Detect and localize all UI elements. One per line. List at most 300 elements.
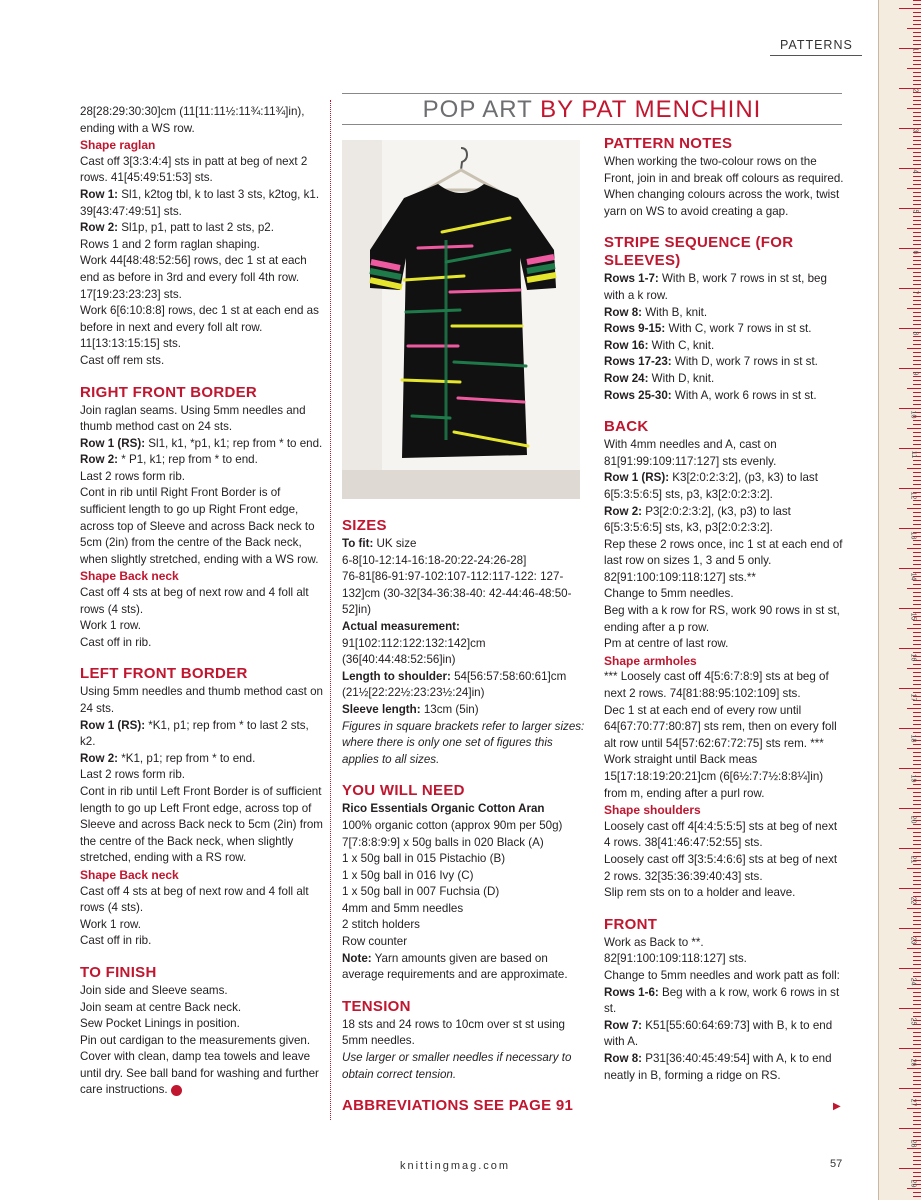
ruler-tick bbox=[913, 192, 921, 193]
text: Cont in rib until Left Front Border is of sufficient length to go up Left Front edge, across top of Sleeve and across Back neck to 5cm (2in) from the centre of the Back neck, when slightly stretched, ending with a RS row. bbox=[80, 784, 323, 865]
ruler-number: 5 bbox=[911, 209, 919, 214]
ruler-tick bbox=[913, 732, 921, 733]
ruler-tick bbox=[913, 60, 921, 61]
ruler-tick bbox=[913, 280, 921, 281]
ruler-tick bbox=[899, 608, 921, 609]
section-heading: TO FINISH bbox=[80, 963, 157, 981]
section-heading: YOU WILL NEED bbox=[342, 782, 465, 800]
ruler-tick bbox=[913, 520, 921, 521]
ruler-number: 8 bbox=[911, 331, 919, 335]
ruler-number: 25 bbox=[909, 1017, 917, 1026]
ruler-tick bbox=[913, 1156, 921, 1157]
text: Join seam at centre Back neck. bbox=[80, 1000, 242, 1014]
ruler-tick bbox=[913, 972, 921, 973]
ruler-tick bbox=[899, 408, 921, 409]
ruler-number: 24 bbox=[909, 977, 917, 985]
text: Last 2 rows form rib. bbox=[80, 768, 186, 782]
section-heading: BACK bbox=[604, 418, 649, 436]
subheading: Shape Back neck bbox=[80, 569, 179, 584]
instruction-row: Row 2: * P1, k1; rep from * to end. bbox=[80, 453, 258, 467]
ruler-tick bbox=[913, 224, 921, 225]
ruler-tick bbox=[913, 1056, 921, 1057]
ruler-tick bbox=[907, 588, 921, 589]
ruler-tick bbox=[913, 376, 921, 377]
ruler-tick bbox=[913, 756, 921, 757]
text: 1 x 50g ball in 015 Pistachio (B) bbox=[342, 852, 506, 866]
ruler-tick bbox=[913, 240, 921, 241]
ruler-tick bbox=[913, 556, 921, 557]
ruler-tick bbox=[913, 792, 921, 793]
instruction-row: Rows 1-6: Beg with a k row, work 6 rows in st st. bbox=[604, 985, 840, 1016]
text: Work straight until Back meas 15[17:18:19:20:21]cm (6[6½:7:7½:8:8¼]in) from m, ending after a purl row. bbox=[604, 753, 824, 800]
ruler-tick bbox=[907, 1108, 921, 1109]
ruler-tick bbox=[907, 348, 921, 349]
page-title bbox=[342, 96, 842, 124]
section-label: PATTERNS bbox=[780, 38, 853, 52]
ruler-tick bbox=[913, 960, 921, 961]
ruler-tick bbox=[913, 472, 921, 473]
section-heading: TENSION bbox=[342, 997, 411, 1015]
text: Change to 5mm needles and work patt as foll: bbox=[604, 968, 840, 982]
ruler-tick bbox=[913, 340, 921, 341]
ruler-tick bbox=[907, 1148, 921, 1149]
ruler-number: 23 bbox=[909, 936, 917, 945]
ruler-tick bbox=[899, 488, 921, 489]
ruler-tick bbox=[913, 300, 921, 301]
ruler-tick bbox=[907, 228, 921, 229]
ruler-tick bbox=[913, 320, 921, 321]
ruler-tick bbox=[913, 264, 921, 265]
section-heading: PATTERN NOTES bbox=[604, 135, 733, 152]
ruler-tick bbox=[913, 1044, 921, 1045]
ruler-tick bbox=[913, 76, 921, 77]
sweater-illustration bbox=[342, 140, 580, 499]
ruler-tick bbox=[899, 848, 921, 849]
ruler-tick bbox=[913, 720, 921, 721]
instruction-row: Rows 17-23: With D, work 7 rows in st st. bbox=[604, 355, 818, 369]
ruler-tick bbox=[913, 892, 921, 893]
text: Use larger or smaller needles if necessary to obtain correct tension. bbox=[342, 1051, 572, 1081]
column-middle bbox=[342, 517, 592, 1116]
ruler-tick bbox=[913, 1072, 921, 1073]
subheading: Shape armholes bbox=[604, 653, 697, 668]
ruler-tick bbox=[913, 16, 921, 17]
ruler-tick bbox=[899, 328, 921, 329]
sweater-photo bbox=[342, 140, 580, 499]
instruction-row: Row 24: With D, knit. bbox=[604, 371, 715, 385]
ruler-tick bbox=[913, 1192, 921, 1193]
instruction-row: Row 1: Sl1, k2tog tbl, k to last 3 sts, k2tog, k1. 39[43:47:49:51] sts. bbox=[80, 187, 320, 218]
ruler-tick bbox=[913, 276, 921, 277]
instruction-row: Row 8: With B, knit. bbox=[604, 305, 708, 319]
text: When working the two-colour rows on the Front, join in and break off colours as required. bbox=[604, 155, 844, 185]
ruler-number: 1 bbox=[911, 47, 919, 52]
ruler-tick bbox=[913, 344, 921, 345]
ruler-tick bbox=[913, 1000, 921, 1001]
ruler-tick bbox=[913, 852, 921, 853]
ruler-tick bbox=[913, 180, 921, 181]
ruler-tick bbox=[913, 1084, 921, 1085]
ruler-tick bbox=[913, 884, 921, 885]
ruler-tick bbox=[913, 1080, 921, 1081]
ruler-tick bbox=[913, 44, 921, 45]
text: 1 x 50g ball in 007 Fuchsia (D) bbox=[342, 885, 500, 899]
text: Join raglan seams. Using 5mm needles and thumb method cast on 24 sts. bbox=[80, 403, 306, 434]
ruler-tick bbox=[913, 952, 921, 953]
text: Cast off in rib. bbox=[80, 934, 152, 948]
ruler-tick bbox=[907, 388, 921, 389]
text: *** Loosely cast off 4[5:6:7:8:9] sts at beg of next 2 rows. 74[81:88:95:102:109] sts. bbox=[604, 670, 829, 701]
ruler-tick bbox=[913, 156, 921, 157]
ruler-tick bbox=[913, 200, 921, 201]
ruler-tick bbox=[913, 4, 921, 5]
ruler-number: 17 bbox=[909, 693, 917, 702]
ruler-tick bbox=[913, 872, 921, 873]
ruler-tick bbox=[913, 716, 921, 717]
ruler-number: 2 bbox=[911, 88, 919, 92]
text: Using 5mm needles and thumb method cast on 24 sts. bbox=[80, 685, 323, 715]
ruler-tick bbox=[913, 20, 921, 21]
ruler-tick bbox=[913, 40, 921, 41]
ruler-tick bbox=[913, 152, 921, 153]
ruler-tick bbox=[913, 744, 921, 745]
ruler-tick bbox=[899, 448, 921, 449]
ruler-number: 3 bbox=[911, 128, 919, 133]
ruler-number: 10 bbox=[909, 410, 917, 418]
ruler-tick bbox=[899, 648, 921, 649]
end-mark-icon bbox=[171, 1085, 182, 1096]
ruler-tick bbox=[907, 68, 921, 69]
ruler-tick bbox=[913, 296, 921, 297]
text: ending with a WS row. bbox=[80, 121, 195, 135]
ruler-tick bbox=[913, 384, 921, 385]
ruler-number: 4 bbox=[911, 169, 919, 173]
ruler-tick bbox=[913, 420, 921, 421]
ruler-tick bbox=[913, 1120, 921, 1121]
instruction-row: Row 8: P31[36:40:45:49:54] with A, k to end neatly in B, forming a ridge on RS. bbox=[604, 1051, 832, 1082]
ruler-tick bbox=[913, 924, 921, 925]
measuring-ruler bbox=[878, 0, 921, 1200]
ruler-number: 12 bbox=[909, 491, 917, 499]
ruler-tick bbox=[913, 32, 921, 33]
ruler-tick bbox=[913, 724, 921, 725]
ruler-tick bbox=[913, 564, 921, 565]
instruction-row: Row 1 (RS): Sl1, k1, *p1, k1; rep from * to end. bbox=[80, 436, 323, 450]
ruler-tick bbox=[913, 364, 921, 365]
ruler-tick bbox=[913, 84, 921, 85]
header-rule bbox=[770, 55, 862, 56]
ruler-number: 11 bbox=[909, 450, 917, 459]
ruler-tick bbox=[913, 1196, 921, 1197]
ruler-tick bbox=[913, 912, 921, 913]
ruler-tick bbox=[907, 508, 921, 509]
ruler-tick bbox=[899, 248, 921, 249]
ruler-tick bbox=[913, 804, 921, 805]
ruler-tick bbox=[913, 232, 921, 233]
ruler-tick bbox=[913, 236, 921, 237]
ruler-tick bbox=[913, 604, 921, 605]
ruler-tick bbox=[913, 764, 921, 765]
instruction-row: Rows 9-15: With C, work 7 rows in st st. bbox=[604, 322, 812, 336]
section-heading: STRIPE SEQUENCE (FOR SLEEVES) bbox=[604, 234, 794, 270]
ruler-tick bbox=[913, 324, 921, 325]
ruler-tick bbox=[913, 836, 921, 837]
ruler-tick bbox=[913, 444, 921, 445]
ruler-tick bbox=[899, 928, 921, 929]
ruler-tick bbox=[913, 176, 921, 177]
ruler-number: 13 bbox=[909, 531, 917, 540]
ruler-tick bbox=[913, 360, 921, 361]
instruction-row: Row 1 (RS): K3[2:0:2:3:2], (p3, k3) to last 6[5:3:5:6:5] sts, p3, k3[2:0:2:3:2]. bbox=[604, 471, 818, 501]
ruler-tick bbox=[913, 592, 921, 593]
ruler-tick bbox=[913, 52, 921, 53]
ruler-tick bbox=[913, 164, 921, 165]
ruler-tick bbox=[913, 56, 921, 57]
ruler-tick bbox=[913, 760, 921, 761]
text: Figures in square brackets refer to larger sizes: where there is only one set of figures this applies to all sizes. bbox=[342, 719, 585, 766]
text: 28[28:29:30:30]cm (11[11:11½:11¾:11¾]in), bbox=[80, 105, 305, 118]
ruler-tick bbox=[913, 784, 921, 785]
ruler-tick bbox=[913, 72, 921, 73]
continue-arrow-icon: ▶ bbox=[833, 1101, 841, 1112]
instruction-row: Row 1 (RS): *K1, p1; rep from * to last 2 sts, k2. bbox=[80, 718, 309, 749]
ruler-tick bbox=[907, 748, 921, 749]
text: Rep these 2 rows once, inc 1 st at each end of last row on sizes 1, 3 and 5 only. 82[91:100:109:118:127] sts.** bbox=[604, 537, 843, 584]
ruler-tick bbox=[899, 1008, 921, 1009]
text: Cast off rem sts. bbox=[80, 353, 165, 367]
ruler-tick bbox=[913, 476, 921, 477]
ruler-tick bbox=[913, 204, 921, 205]
ruler-tick bbox=[913, 1132, 921, 1133]
ruler-tick bbox=[907, 828, 921, 829]
ruler-tick bbox=[913, 672, 921, 673]
ruler-tick bbox=[913, 440, 921, 441]
ruler-tick bbox=[913, 380, 921, 381]
ruler-tick bbox=[899, 1088, 921, 1089]
ruler-tick bbox=[913, 1176, 921, 1177]
ruler-tick bbox=[913, 840, 921, 841]
ruler-tick bbox=[913, 540, 921, 541]
ruler-tick bbox=[913, 1032, 921, 1033]
ruler-tick bbox=[913, 1116, 921, 1117]
text: Row counter bbox=[342, 935, 408, 949]
ruler-tick bbox=[913, 424, 921, 425]
ruler-number: 7 bbox=[911, 290, 919, 295]
ruler-tick bbox=[913, 400, 921, 401]
ruler-tick bbox=[913, 1160, 921, 1161]
ruler-tick bbox=[913, 1096, 921, 1097]
ruler-tick bbox=[913, 544, 921, 545]
text: Loosely cast off 3[3:5:4:6:6] sts at beg of next 2 rows. 32[35:36:39:40:43] sts. bbox=[604, 852, 838, 883]
ruler-tick bbox=[913, 680, 921, 681]
instruction-row: To fit: UK size bbox=[342, 537, 417, 550]
ruler-tick bbox=[913, 640, 921, 641]
ruler-tick bbox=[913, 844, 921, 845]
ruler-tick bbox=[899, 368, 921, 369]
title-rule-bottom bbox=[342, 124, 842, 125]
ruler-tick bbox=[907, 708, 921, 709]
ruler-tick bbox=[899, 688, 921, 689]
ruler-tick bbox=[913, 644, 921, 645]
ruler-tick bbox=[907, 548, 921, 549]
ruler-tick bbox=[899, 1168, 921, 1169]
text: Cast off 4 sts at beg of next row and 4 foll alt rows (4 sts). bbox=[80, 884, 309, 915]
ruler-number: 21 bbox=[909, 855, 917, 864]
ruler-tick bbox=[913, 316, 921, 317]
subheading: Shape shoulders bbox=[604, 803, 701, 818]
text: With 4mm needles and A, cast on 81[91:99:109:117:127] sts evenly. bbox=[604, 438, 777, 468]
text: 91[102:112:122:132:142]cm (36[40:44:48:52:56]in) bbox=[342, 636, 486, 667]
text: When changing colours across the work, twist yarn on WS to avoid creating a gap. bbox=[604, 188, 840, 218]
title-main: POP ART bbox=[422, 96, 533, 123]
instruction-row: Row 16: With C, knit. bbox=[604, 338, 715, 352]
ruler-tick bbox=[913, 772, 921, 773]
ruler-tick bbox=[907, 1028, 921, 1029]
ruler-tick bbox=[913, 304, 921, 305]
ruler-tick bbox=[907, 868, 921, 869]
text: 18 sts and 24 rows to 10cm over st st using 5mm needles. bbox=[342, 1017, 565, 1048]
section-heading: FRONT bbox=[604, 915, 658, 933]
section-heading: SIZES bbox=[342, 517, 387, 534]
ruler-number: 19 bbox=[909, 774, 917, 783]
ruler-tick bbox=[913, 104, 921, 105]
ruler-number: 6 bbox=[911, 250, 919, 254]
ruler-tick bbox=[913, 880, 921, 881]
ruler-tick bbox=[913, 196, 921, 197]
ruler-tick bbox=[907, 1068, 921, 1069]
text: Rows 1 and 2 form raglan shaping. bbox=[80, 237, 260, 251]
text: Cast off 4 sts at beg of next row and 4 foll alt rows (4 sts). bbox=[80, 586, 309, 616]
ruler-tick bbox=[913, 832, 921, 833]
ruler-tick bbox=[899, 728, 921, 729]
ruler-tick bbox=[913, 1040, 921, 1041]
ruler-tick bbox=[913, 1152, 921, 1153]
ruler-tick bbox=[907, 108, 921, 109]
ruler-tick bbox=[907, 428, 921, 429]
ruler-tick bbox=[913, 432, 921, 433]
text: Cast off 3[3:3:4:4] sts in patt at beg of next 2 rows. 41[45:49:51:53] sts. bbox=[80, 154, 308, 185]
ruler-tick bbox=[907, 188, 921, 189]
ruler-tick bbox=[913, 256, 921, 257]
instruction-row: Row 2: P3[2:0:2:3:2], (k3, p3) to last 6[5:3:5:6:5] sts, k3, p3[2:0:2:3:2]. bbox=[604, 504, 791, 535]
ruler-tick bbox=[913, 1092, 921, 1093]
ruler-tick bbox=[913, 992, 921, 993]
ruler-tick bbox=[899, 528, 921, 529]
text: 7[7:8:8:9:9] x 50g balls in 020 Black (A) bbox=[342, 835, 544, 849]
ruler-tick bbox=[907, 948, 921, 949]
ruler-tick bbox=[913, 392, 921, 393]
ruler-tick bbox=[913, 484, 921, 485]
ruler-tick bbox=[913, 184, 921, 185]
text: Slip rem sts on to a holder and leave. bbox=[604, 886, 796, 900]
ruler-tick bbox=[899, 1048, 921, 1049]
ruler-number: 22 bbox=[909, 896, 917, 904]
ruler-tick bbox=[913, 752, 921, 753]
ruler-tick bbox=[913, 460, 921, 461]
ruler-tick bbox=[913, 96, 921, 97]
instruction-row: Rows 1-7: With B, work 7 rows in st st, beg with a k row. bbox=[604, 272, 827, 302]
ruler-tick bbox=[913, 632, 921, 633]
text: Cast off in rib. bbox=[80, 635, 152, 649]
ruler-tick bbox=[913, 800, 921, 801]
ruler-tick bbox=[913, 1172, 921, 1173]
text: Change to 5mm needles. bbox=[604, 587, 734, 601]
text: Loosely cast off 4[4:4:5:5:5] sts at beg of next 4 rows. 38[41:46:47:52:55] sts. bbox=[604, 819, 838, 850]
ruler-number: 14 bbox=[909, 572, 917, 580]
ruler-tick bbox=[913, 636, 921, 637]
ruler-tick bbox=[913, 136, 921, 137]
ruler-tick bbox=[899, 768, 921, 769]
ruler-tick bbox=[913, 920, 921, 921]
ruler-tick bbox=[913, 260, 921, 261]
ruler-tick bbox=[913, 516, 921, 517]
ruler-tick bbox=[913, 0, 921, 1]
ruler-number: 26 bbox=[909, 1058, 917, 1066]
ruler-number: 29 bbox=[909, 1179, 917, 1188]
ruler-tick bbox=[913, 312, 921, 313]
ruler-tick bbox=[913, 112, 921, 113]
ruler-tick bbox=[913, 524, 921, 525]
ruler-tick bbox=[913, 876, 921, 877]
ruler-tick bbox=[913, 36, 921, 37]
ruler-tick bbox=[899, 8, 921, 9]
section-heading: LEFT FRONT BORDER bbox=[80, 665, 248, 683]
title-byline: BY PAT MENCHINI bbox=[540, 96, 762, 123]
ruler-tick bbox=[913, 512, 921, 513]
ruler-number: 15 bbox=[909, 612, 917, 621]
ruler-tick bbox=[913, 244, 921, 245]
ruler-tick bbox=[899, 888, 921, 889]
ruler-tick bbox=[913, 796, 921, 797]
ruler-tick bbox=[907, 668, 921, 669]
text: Dec 1 st at each end of every row until 64[67:70:77:80:87] sts rem, then on every foll alt row until 54[57:62:67:72:75] sts rem. *** bbox=[604, 703, 837, 750]
instruction-row: Row 2: *K1, p1; rep from * to end. bbox=[80, 751, 256, 765]
ruler-tick bbox=[907, 788, 921, 789]
ruler-tick bbox=[913, 584, 921, 585]
ruler-tick bbox=[913, 1012, 921, 1013]
text: 4mm and 5mm needles bbox=[342, 901, 464, 915]
ruler-tick bbox=[913, 964, 921, 965]
text: Last 2 rows form rib. bbox=[80, 469, 186, 483]
ruler-tick bbox=[913, 120, 921, 121]
instruction-row: Sleeve length: 13cm (5in) bbox=[342, 702, 479, 716]
ruler-tick bbox=[913, 704, 921, 705]
text: 76-81[86-91:97-102:107-112:117-122: 127-132]cm (30-32[34-36:38-40: 42-44:46-48:50-52]in) bbox=[342, 570, 572, 617]
ruler-tick bbox=[913, 676, 921, 677]
ruler-tick bbox=[913, 140, 921, 141]
ruler-tick bbox=[899, 568, 921, 569]
ruler-tick bbox=[913, 116, 921, 117]
ruler-tick bbox=[907, 988, 921, 989]
ruler-tick bbox=[913, 64, 921, 65]
ruler-tick bbox=[913, 124, 921, 125]
ruler-tick bbox=[913, 272, 921, 273]
section-heading: ABBREVIATIONS SEE PAGE 91 bbox=[342, 1097, 574, 1115]
ruler-tick bbox=[907, 268, 921, 269]
text: Join side and Sleeve seams. bbox=[80, 983, 228, 997]
ruler-tick bbox=[913, 80, 921, 81]
ruler-tick bbox=[913, 500, 921, 501]
ruler-number: 20 bbox=[909, 815, 917, 823]
ruler-tick bbox=[913, 12, 921, 13]
ruler-tick bbox=[913, 932, 921, 933]
subheading: Shape Back neck bbox=[80, 867, 179, 882]
ruler-tick bbox=[913, 956, 921, 957]
ruler-tick bbox=[913, 504, 921, 505]
ruler-tick bbox=[913, 396, 921, 397]
ruler-tick bbox=[913, 600, 921, 601]
text: Beg with a k row for RS, work 90 rows in st st, ending after a p row. bbox=[604, 604, 840, 634]
